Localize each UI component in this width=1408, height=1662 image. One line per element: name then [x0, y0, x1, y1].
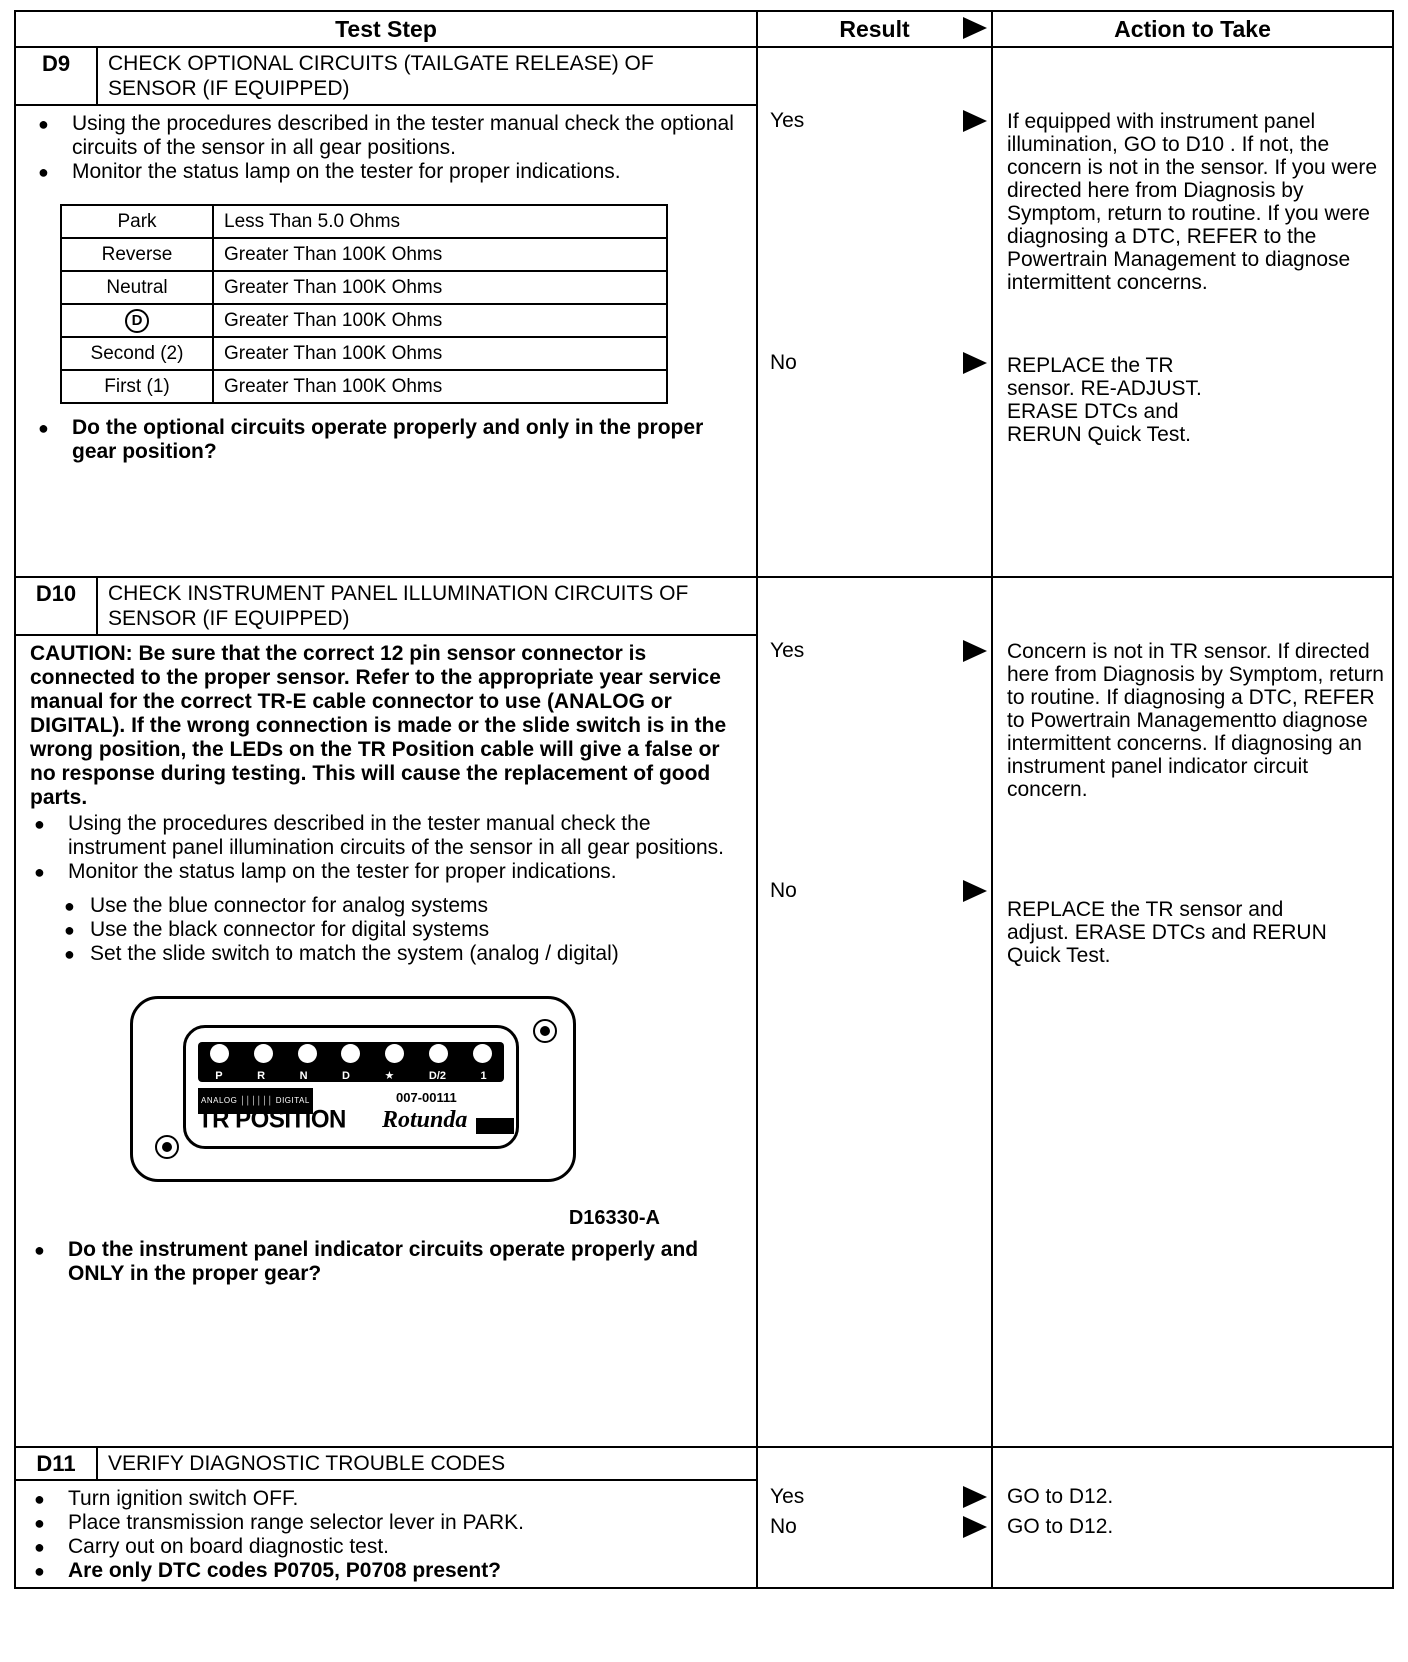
- step-d9-yes: [758, 106, 991, 136]
- table-row: [61, 304, 667, 337]
- step-d10-body: [16, 636, 756, 1290]
- header-result: [757, 11, 992, 47]
- brand-box: [476, 1118, 514, 1134]
- step-d10-question: ● Do the instrument panel indicator circuits operate properly and ONLY in the proper gear?: [30, 1238, 746, 1286]
- step-d9-actions: [992, 47, 1393, 577]
- tr-position-tester-figure: [130, 996, 576, 1182]
- step-d11-body: [16, 1481, 756, 1587]
- step-d11-yes: [758, 1482, 991, 1512]
- step-d9-body: [16, 106, 756, 468]
- yes-label: Yes: [770, 109, 805, 132]
- no-label: No: [770, 879, 797, 902]
- diagnostic-table: [14, 10, 1394, 1589]
- led-icon: [254, 1044, 273, 1063]
- step-d10-header: [16, 578, 756, 636]
- value-cell: Greater Than 100K Ohms: [213, 370, 667, 403]
- led-icon: [298, 1044, 317, 1063]
- step-d10-yes-action: Concern is not in TR sensor. If directed here from Diagnosis by Symptom, return to routine. If diagnosing a DTC, REFER to Powertrain Managementto diagnose intermittent concerns. If diagnosing an instrument panel indicator circuit concern.: [1007, 640, 1384, 801]
- gear-resistance-table: [60, 204, 668, 404]
- step-d10-id: D10: [16, 578, 98, 634]
- arrow-icon: [963, 640, 987, 662]
- step-d10-title: CHECK INSTRUMENT PANEL ILLUMINATION CIRCUITS OF SENSOR (IF EQUIPPED): [108, 582, 689, 630]
- value-cell: Greater Than 100K Ohms: [213, 238, 667, 271]
- value-cell: Greater Than 100K Ohms: [213, 271, 667, 304]
- step-d9-header: [16, 48, 756, 106]
- step-d11-cell: [15, 1447, 757, 1588]
- step-d10-row: [15, 577, 1393, 1447]
- led-icon: [385, 1044, 404, 1063]
- led-labels: [198, 1064, 504, 1088]
- step-d10-sub-bullets: [64, 894, 746, 966]
- table-row: [61, 337, 667, 370]
- step-d9-row: [15, 47, 1393, 577]
- led-bar: [198, 1042, 504, 1082]
- table-row: [61, 370, 667, 403]
- part-number: 007-00111: [396, 1090, 457, 1105]
- led-icon: [473, 1044, 492, 1063]
- list-item: ● Monitor the status lamp on the tester for proper indications.: [30, 860, 746, 884]
- header-action: Action to Take: [992, 11, 1393, 47]
- step-d10-yes: [758, 636, 991, 666]
- arrow-icon: [963, 1486, 987, 1508]
- list-item: ● Use the black connector for digital systems: [64, 918, 746, 942]
- list-item: ● Using the procedures described in the tester manual check the instrument panel illumination circuits of the sensor in all gear positions.: [30, 812, 746, 860]
- gear-cell: Reverse: [61, 238, 213, 271]
- table-row: [61, 205, 667, 238]
- led-label: ★: [384, 1070, 395, 1082]
- list-item: ● Set the slide switch to match the system (analog / digital): [64, 942, 746, 966]
- mode-switch-label: ANALOG ││││││ DIGITAL: [198, 1088, 313, 1114]
- step-d10-cell: [15, 577, 757, 1447]
- step-d10-no-action: REPLACE the TR sensor and adjust. ERASE DTCs and RERUN Quick Test.: [1007, 898, 1327, 967]
- led-row: [198, 1044, 504, 1063]
- led-label: P: [215, 1070, 223, 1082]
- value-cell: Greater Than 100K Ohms: [213, 337, 667, 370]
- led-icon: [210, 1044, 229, 1063]
- step-d9-title: CHECK OPTIONAL CIRCUITS (TAILGATE RELEASE) OF SENSOR (IF EQUIPPED): [108, 52, 654, 100]
- gear-cell: Second (2): [61, 337, 213, 370]
- step-d11-id: D11: [16, 1448, 98, 1479]
- step-d11-question: ● Are only DTC codes P0705, P0708 present?: [30, 1559, 746, 1583]
- arrow-icon: [963, 1516, 987, 1538]
- step-d9-question-list: [34, 416, 746, 464]
- step-d10-bullets: [30, 812, 746, 884]
- header-row: [15, 11, 1393, 47]
- step-d10-actions: [992, 577, 1393, 1447]
- arrow-icon: [963, 17, 987, 39]
- step-d9-no: [758, 348, 991, 378]
- arrow-icon: [963, 880, 987, 902]
- tr-position-label: TR POSITION: [198, 1105, 346, 1134]
- step-d9-question: ● Do the optional circuits operate properly and only in the proper gear position?: [34, 416, 746, 464]
- step-d9-cell: [15, 47, 757, 577]
- step-d11-title: VERIFY DIAGNOSTIC TROUBLE CODES: [108, 1452, 506, 1475]
- step-d11-no-action: GO to D12.: [1007, 1515, 1114, 1538]
- header-test-step: Test Step: [15, 11, 757, 47]
- screw-icon: [155, 1135, 179, 1159]
- step-d9-results: [757, 47, 992, 577]
- step-d11-results: [757, 1447, 992, 1588]
- arrow-icon: [963, 110, 987, 132]
- led-icon: [341, 1044, 360, 1063]
- list-item: ● Use the blue connector for analog systems: [64, 894, 746, 918]
- arrow-icon: [963, 352, 987, 374]
- led-label: D/2: [428, 1070, 447, 1082]
- drive-circle-icon: D: [125, 309, 149, 333]
- step-d11-bullets: [30, 1487, 746, 1583]
- list-item: ● Monitor the status lamp on the tester for proper indications.: [34, 160, 746, 184]
- step-d10-results: [757, 577, 992, 1447]
- list-item: ● Carry out on board diagnostic test.: [30, 1535, 746, 1559]
- step-d9-bullets: [34, 112, 746, 184]
- gear-cell: First (1): [61, 370, 213, 403]
- gear-cell: Park: [61, 205, 213, 238]
- value-cell: Greater Than 100K Ohms: [213, 304, 667, 337]
- no-label: No: [770, 351, 797, 374]
- yes-label: Yes: [770, 639, 805, 662]
- step-d10-no: [758, 876, 991, 906]
- table-row: [61, 238, 667, 271]
- list-item: ● Place transmission range selector lever in PARK.: [30, 1511, 746, 1535]
- no-label: No: [770, 1515, 797, 1538]
- diagnostic-page: [14, 10, 1392, 1589]
- list-item: ● Turn ignition switch OFF.: [30, 1487, 746, 1511]
- step-d10-question-list: [30, 1238, 746, 1286]
- step-d9-no-action: REPLACE the TR sensor. RE-ADJUST. ERASE DTCs and RERUN Quick Test.: [1007, 354, 1202, 446]
- led-label: R: [257, 1070, 266, 1082]
- led-label: N: [299, 1070, 308, 1082]
- step-d9-id: D9: [16, 48, 98, 104]
- step-d11-no: [758, 1512, 991, 1542]
- list-item: ● Using the procedures described in the tester manual check the optional circuits of the sensor in all gear positions.: [34, 112, 746, 160]
- step-d11-actions: [992, 1447, 1393, 1588]
- caution-text: CAUTION: Be sure that the correct 12 pin sensor connector is connected to the proper sensor. Refer to the appropriate year service manual for the correct TR-E cable connector to use (ANALOG or DIGITAL). If the wrong connection is made or the slide switch is in the wrong position, the LEDs on the TR Position cable will give a false or no response during testing. This will cause the replacement of good parts.: [30, 642, 727, 809]
- brand-logo: Rotunda: [382, 1107, 468, 1133]
- figure-id: D16330-A: [568, 1207, 660, 1229]
- header-result-label: Result: [839, 15, 910, 42]
- gear-cell: [61, 304, 213, 337]
- table-row: [61, 271, 667, 304]
- led-icon: [429, 1044, 448, 1063]
- step-d11-yes-action: GO to D12.: [1007, 1485, 1114, 1508]
- step-d11-header: [16, 1448, 756, 1481]
- tester-panel: [183, 1025, 519, 1149]
- value-cell: Less Than 5.0 Ohms: [213, 205, 667, 238]
- screw-icon: [533, 1019, 557, 1043]
- step-d11-row: [15, 1447, 1393, 1588]
- led-label: 1: [480, 1070, 487, 1082]
- step-d9-yes-action: If equipped with instrument panel illumination, GO to D10 . If not, the concern is not in the sensor. If you were directed here from Diagnosis by Symptom, return to routine. If you were diagnosing a DTC, REFER to the Powertrain Management to diagnose intermittent concerns.: [1007, 110, 1378, 294]
- led-label: D: [342, 1070, 350, 1082]
- gear-cell: Neutral: [61, 271, 213, 304]
- yes-label: Yes: [770, 1485, 805, 1508]
